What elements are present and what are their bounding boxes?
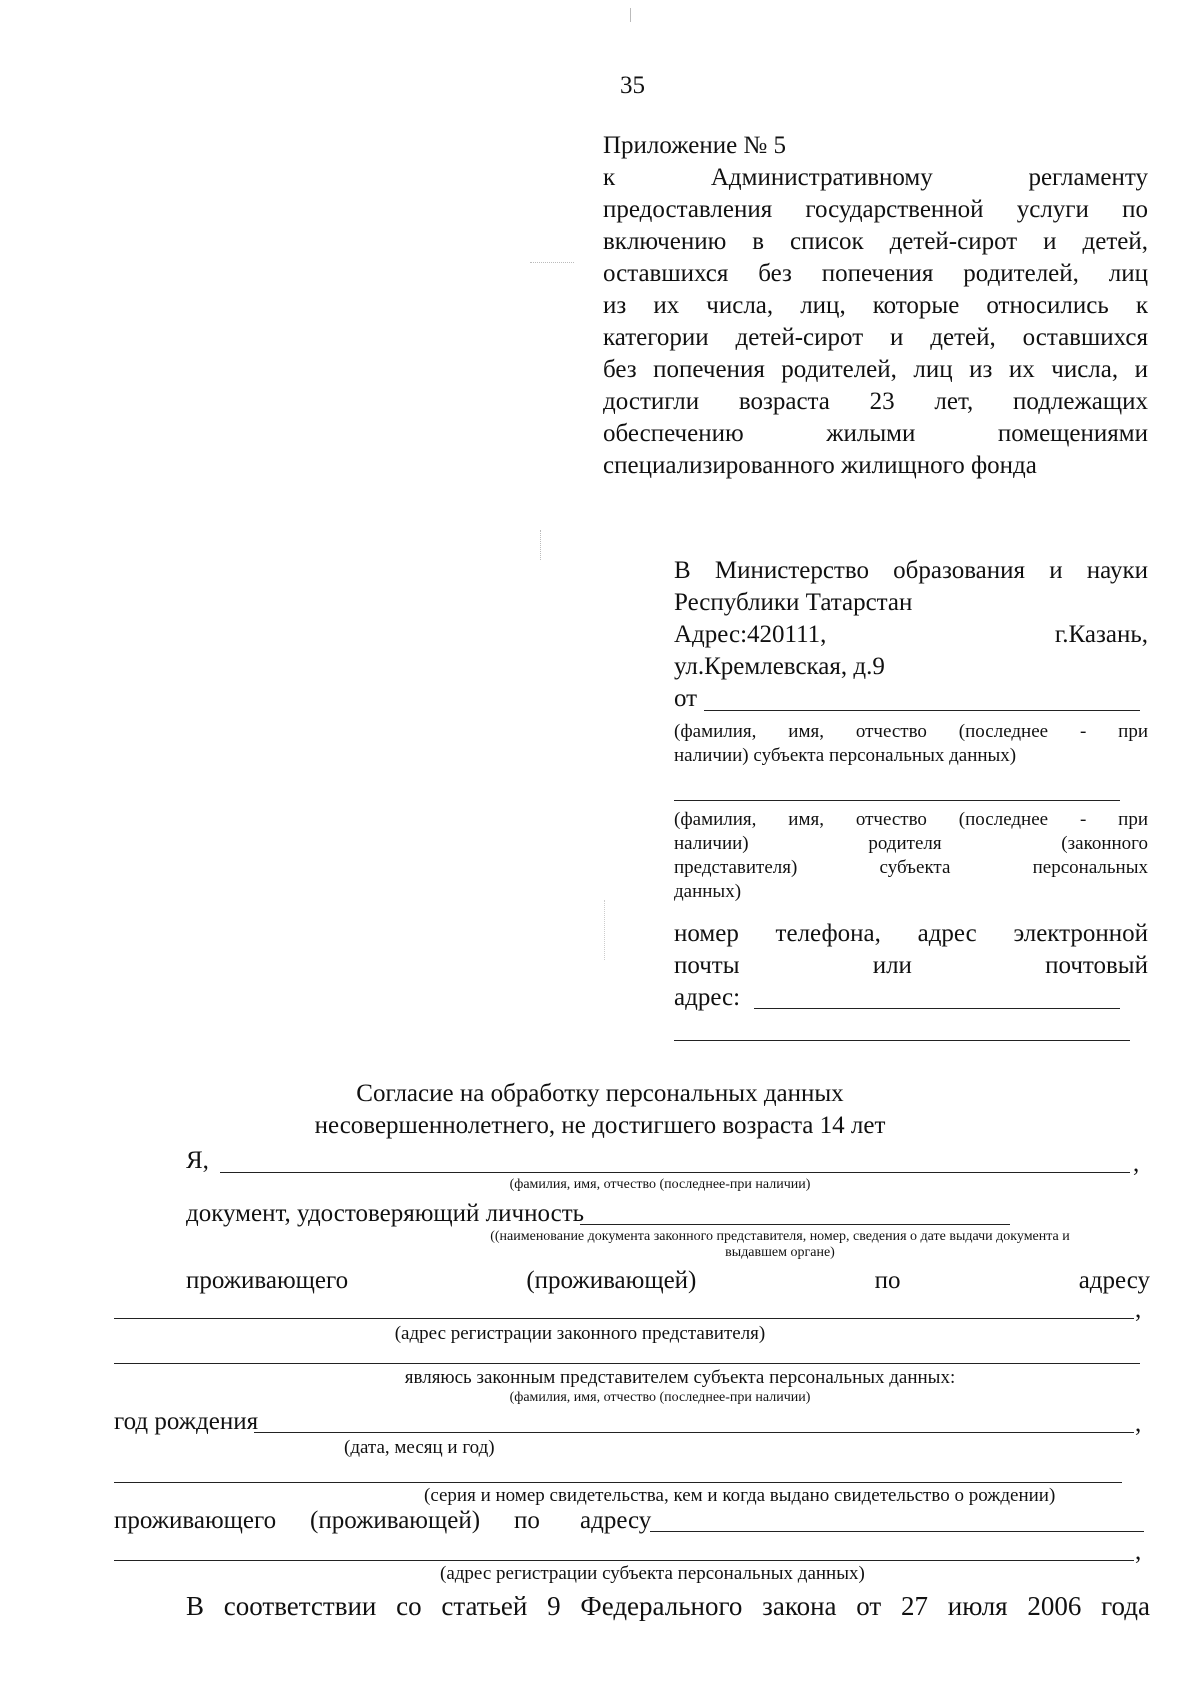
scan-artifact <box>530 262 574 263</box>
residing-word: (проживающей) <box>526 1267 697 1294</box>
hint-line: данных) <box>674 881 742 902</box>
scan-artifact <box>540 530 543 560</box>
addressee-line: В Министерство образования и науки <box>674 557 1148 584</box>
hint-line: наличии) субъекта персональных данных) <box>674 745 1017 766</box>
residing2-word-3: по <box>514 1507 540 1534</box>
rep-address-field[interactable] <box>114 1318 1134 1319</box>
subject-address-field[interactable] <box>650 1531 1144 1532</box>
page-number: 35 <box>620 72 645 99</box>
parent-fio-field[interactable] <box>674 800 1120 801</box>
hint-line: выдавшем органе) <box>725 1245 835 1260</box>
parent-hint <box>674 808 1148 904</box>
contact-line: адрес: <box>674 984 741 1011</box>
comma: , <box>1133 1150 1140 1177</box>
appendix-title: Приложение № 5 <box>603 132 787 159</box>
certificate-field[interactable] <box>114 1482 1122 1483</box>
title-line: несовершеннолетнего, не достигшего возраста 14 лет <box>314 1112 886 1139</box>
addressee-line: Республики Татарстан <box>674 589 913 616</box>
id-doc-label: документ, удостоверяющий личность <box>186 1200 585 1227</box>
residing-line <box>186 1265 1150 1297</box>
id-doc-hint <box>420 1229 1140 1261</box>
appendix-block <box>603 130 1148 482</box>
appendix-line: достигли возраста 23 лет, подлежащих <box>603 388 1148 415</box>
hint-line: ((наименование документа законного представителя, номер, сведения о дате выдачи документа и <box>490 1229 1070 1244</box>
residing2-word-1: проживающего <box>114 1507 277 1534</box>
comma: , <box>1135 1410 1142 1437</box>
addressee-address: Адрес:420111, <box>674 621 827 648</box>
residing2-word-2: (проживающей) <box>310 1507 481 1534</box>
scan-artifact <box>630 8 637 22</box>
appendix-line: специализированного жилищного фонда <box>603 452 1037 479</box>
birth-hint: (дата, месяц и год) <box>344 1437 495 1458</box>
hint-line: (фамилия, имя, отчество (последнее - при <box>674 721 1148 742</box>
appendix-line: обеспечению жилыми помещениями <box>603 420 1148 447</box>
appendix-line: оставшихся без попечения родителей, лиц <box>603 260 1148 287</box>
comma: , <box>1135 1538 1142 1565</box>
residing-word: адресу <box>1078 1267 1150 1294</box>
rep-address-hint: (адрес регистрации законного представителя) <box>394 1323 766 1344</box>
addressee-block <box>674 555 1148 683</box>
contact-line: номер телефона, адрес электронной <box>674 920 1148 947</box>
contact-line: почты или почтовый <box>674 952 1148 979</box>
contact-field-2[interactable] <box>674 1040 1130 1041</box>
title-line: Согласие на обработку персональных данных <box>356 1080 844 1107</box>
hint-line: наличии) родителя (законного <box>674 833 1148 854</box>
birth-year-label: год рождения <box>114 1408 259 1435</box>
comma: , <box>1135 1296 1142 1323</box>
residing-word: проживающего <box>186 1267 349 1294</box>
addressee-street: ул.Кремлевская, д.9 <box>674 653 885 680</box>
subject-address-field-2[interactable] <box>114 1560 1134 1561</box>
residing-word: по <box>874 1267 901 1294</box>
hint-line: представителя) субъекта персональных <box>674 857 1148 878</box>
subject-fio-hint: (фамилия, имя, отчество (последнее-при наличии) <box>509 1390 811 1405</box>
rep-address-field-2[interactable] <box>114 1363 1140 1364</box>
scan-artifact <box>604 900 607 960</box>
hint-line: (фамилия, имя, отчество (последнее - при <box>674 809 1148 830</box>
birth-year-field[interactable] <box>254 1432 1134 1433</box>
addressee-city: г.Казань, <box>1054 621 1148 648</box>
fio-field[interactable] <box>220 1172 1130 1173</box>
appendix-line: к Административному регламенту <box>603 164 1148 191</box>
residing2-word-4: адресу <box>580 1507 652 1534</box>
appendix-line: предоставления государственной услуги по <box>603 196 1148 223</box>
contact-block <box>674 918 1148 1014</box>
appendix-line: включению в список детей-сирот и детей, <box>603 228 1148 255</box>
appendix-line: без попечения родителей, лиц из их числа, и <box>603 356 1148 383</box>
i-label: Я, <box>186 1147 209 1174</box>
consent-title <box>250 1078 950 1142</box>
subject-address-hint: (адрес регистрации субъекта персональных данных) <box>440 1563 865 1584</box>
contact-field[interactable] <box>754 1008 1120 1009</box>
closing-line: В соответствии со статьей 9 Федерального закона от 27 июля 2006 года <box>186 1591 1150 1621</box>
certificate-hint: (серия и номер свидетельства, кем и когда выдано свидетельство о рождении) <box>424 1485 1056 1506</box>
fio-hint: (фамилия, имя, отчество (последнее-при наличии) <box>509 1177 811 1192</box>
rep-statement: являюсь законным представителем субъекта персональных данных: <box>404 1367 956 1388</box>
from-label: от <box>674 685 698 712</box>
appendix-line: категории детей-сирот и детей, оставшихся <box>603 324 1148 351</box>
appendix-line: из их числа, лиц, которые относились к <box>603 292 1148 319</box>
id-doc-field[interactable] <box>580 1224 1010 1225</box>
from-fio-field[interactable] <box>704 710 1140 711</box>
subject-hint <box>674 720 1148 768</box>
